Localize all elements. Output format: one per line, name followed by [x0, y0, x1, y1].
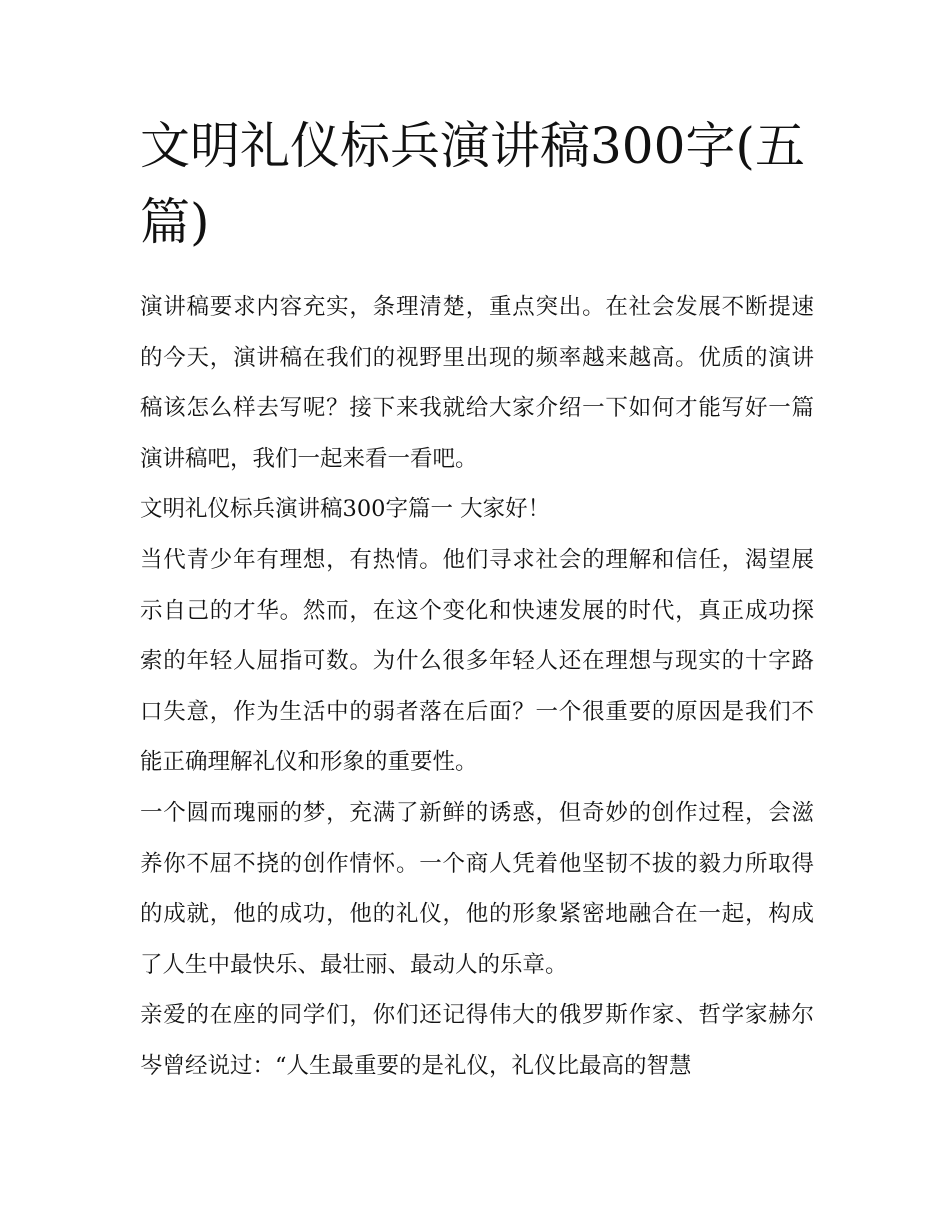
document-page	[140, 108, 814, 1092]
document-title: 文明礼仪标兵演讲稿300字(五篇)	[140, 117, 805, 251]
section-heading-paragraph: 文明礼仪标兵演讲稿300字篇一 大家好！	[140, 496, 551, 523]
intro-paragraph: 演讲稿要求内容充实，条理清楚，重点突出。在社会发展不断提速的今天，演讲稿在我们的视野里出现的频率越来越高。优质的演讲稿该怎么样去写呢？接下来我就给大家介绍一下如何才能写好一篇演讲稿吧，我们一起来看一看吧。	[140, 294, 814, 472]
body-paragraph: 当代青少年有理想，有热情。他们寻求社会的理解和信任，渴望展示自己的才华。然而，在这个变化和快速发展的时代，真正成功探索的年轻人屈指可数。为什么很多年轻人还在理想与现实的十字路口失意，作为生活中的弱者落在后面？一个很重要的原因是我们不能正确理解礼仪和形象的重要性。	[140, 546, 814, 776]
document-body	[140, 282, 814, 1092]
body-paragraph: 一个圆而瑰丽的梦，充满了新鲜的诱惑，但奇妙的创作过程，会滋养你不屈不挠的创作情怀。一个商人凭着他坚韧不拔的毅力所取得的成就，他的成功，他的礼仪，他的形象紧密地融合在一起，构成了人生中最快乐、最壮丽、最动人的乐章。	[140, 799, 814, 978]
body-paragraph: 亲爱的在座的同学们，你们还记得伟大的俄罗斯作家、哲学家赫尔岑曾经说过：“人生最重要的是礼仪，礼仪比最高的智慧	[140, 1002, 814, 1079]
